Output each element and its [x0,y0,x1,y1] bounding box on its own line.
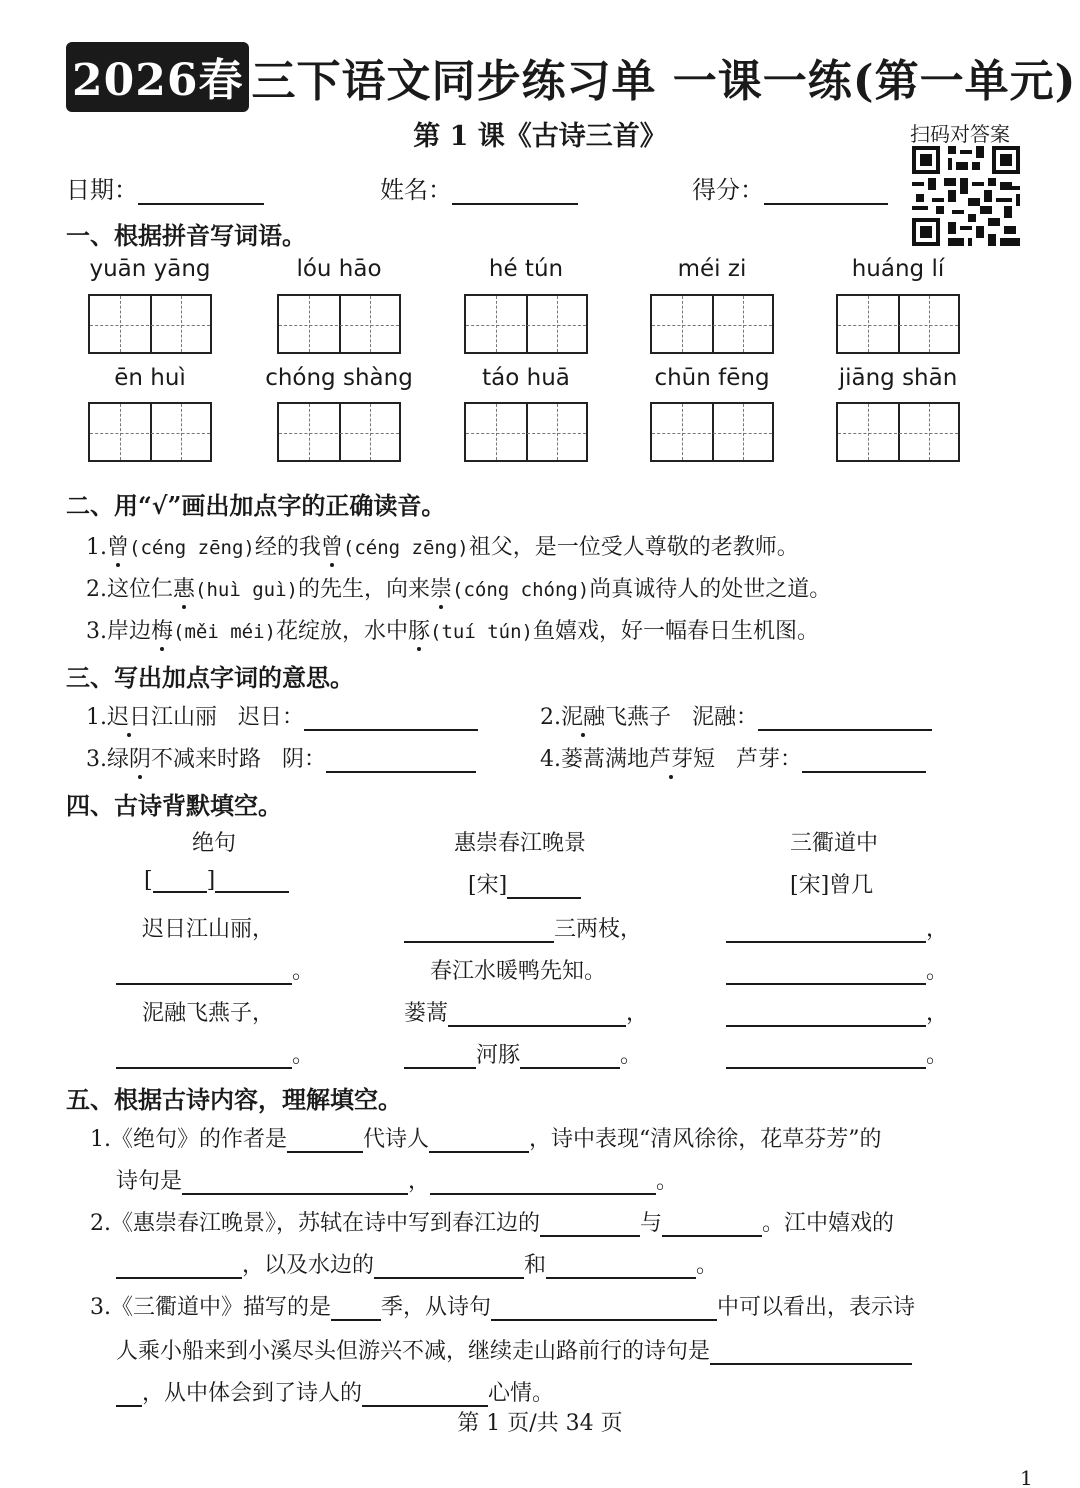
writing-grid[interactable] [277,402,401,462]
question-5-1-line2[interactable]: 诗句是 ， 。 [116,1169,679,1194]
pinyin-label: táo huā [482,365,570,391]
poem2-title: 惠崇春江晚景 [454,831,587,856]
section4-title: 四、古诗背默填空。 [66,791,282,820]
pinyin-label: hé tún [488,256,564,282]
poem2-author[interactable]: [宋] [468,868,581,899]
poem3-line3[interactable]: ， [726,996,948,1027]
poem1-line4[interactable]: 。 [116,1038,314,1069]
question-5-2-line2[interactable]: ，以及水边的 和 。 [116,1248,718,1279]
poem3-line4[interactable]: 。 [726,1038,948,1069]
question-2-2[interactable]: 2.这位仁惠(huì guì)的先生，向来崇(cóng chóng)尚真诚待人的处世之道。 [86,572,831,603]
poem1-title: 绝句 [192,831,237,856]
section3-title: 三、写出加点字词的意思。 [66,663,354,692]
poem2-line3[interactable]: 蒌蒿 ， [404,1001,649,1026]
question-3-2[interactable]: 2.泥融飞燕子 泥融： [540,700,932,731]
pinyin-label: méi zi [677,256,747,282]
corner-mark: 1 [1020,1466,1033,1488]
poem1-author[interactable]: [ ] [144,868,289,893]
year-badge: 2026春 [66,42,249,112]
poem1-line2[interactable]: 。 [116,954,314,985]
writing-grid[interactable] [464,402,588,462]
writing-grid[interactable] [88,294,212,354]
poem3-title: 三衢道中 [790,831,879,856]
section5-title: 五、根据古诗内容，理解填空。 [66,1085,402,1114]
writing-grid[interactable] [464,294,588,354]
pinyin-label: lóu hāo [296,256,382,282]
question-2-3[interactable]: 3.岸边梅(měi méi)花绽放，水中豚(tuí tún)鱼嬉戏，好一幅春日生机图。 [86,614,819,645]
pinyin-label: huáng lí [851,256,945,282]
section1-title: 一、根据拼音写词语。 [66,221,306,250]
question-3-3[interactable]: 3.绿阴不减来时路 阴： [86,742,476,773]
title-text: 三下语文同步练习单 一课一练(第一单元) [251,56,1077,107]
qr-code-icon[interactable] [912,146,1020,246]
pinyin-label: chóng shàng [265,365,413,391]
date-field[interactable]: 日期： [66,170,264,205]
poem2-line1[interactable]: 三两枝， [404,912,642,943]
writing-grid[interactable] [277,294,401,354]
writing-grid[interactable] [650,402,774,462]
poem1-line3: 泥融飞燕子， [142,1001,275,1026]
writing-grid[interactable] [836,294,960,354]
writing-grid[interactable] [88,402,212,462]
poem3-author: [宋]曾几 [790,873,874,898]
writing-grid[interactable] [650,294,774,354]
question-5-3-line1[interactable]: 3.《三衢道中》描写的是 季，从诗句 中可以看出，表示诗 [90,1295,916,1320]
poem2-line2: 春江水暖鸭先知。 [430,959,607,984]
question-2-1[interactable]: 1.曾(céng zēng)经的我曾(céng zēng)祖父，是一位受人尊敬的老教师。 [86,530,799,561]
lesson-title: 第 1 课《古诗三首》 [413,121,667,152]
name-field[interactable]: 姓名： [380,170,578,205]
poem3-line2[interactable]: 。 [726,954,948,985]
section2-title: 二、用“√”画出加点字的正确读音。 [66,491,446,520]
pinyin-label: yuān yāng [89,256,211,282]
question-5-3-line3[interactable]: ，从中体会到了诗人的 心情。 [116,1376,554,1407]
page-number: 第 1 页/共 34 页 [457,1411,623,1436]
poem2-line4[interactable]: 河豚 。 [404,1038,642,1069]
pinyin-label: jiāng shān [838,365,958,391]
qr-label: 扫码对答案 [910,122,1010,146]
pinyin-label: ēn huì [114,365,186,391]
writing-grid[interactable] [836,402,960,462]
poem1-line1: 迟日江山丽， [142,917,275,942]
question-5-3-line2[interactable]: 人乘小船来到小溪尽头但游兴不减，继续走山路前行的诗句是 [116,1334,912,1365]
poem3-line1[interactable]: ， [726,912,948,943]
question-3-4[interactable]: 4.蒌蒿满地芦芽短 芦芽： [540,742,926,773]
question-5-2-line1[interactable]: 2.《惠崇春江晚景》，苏轼在诗中写到春江边的 与 。江中嬉戏的 [90,1211,895,1236]
question-5-1-line1[interactable]: 1.《绝句》的作者是 代诗人 ，诗中表现“清风徐徐，花草芬芳”的 [90,1127,882,1152]
score-field[interactable]: 得分： [692,170,888,205]
worksheet-title [66,46,1076,108]
pinyin-label: chūn fēng [654,365,770,391]
question-3-1[interactable]: 1.迟日江山丽 迟日： [86,700,478,731]
